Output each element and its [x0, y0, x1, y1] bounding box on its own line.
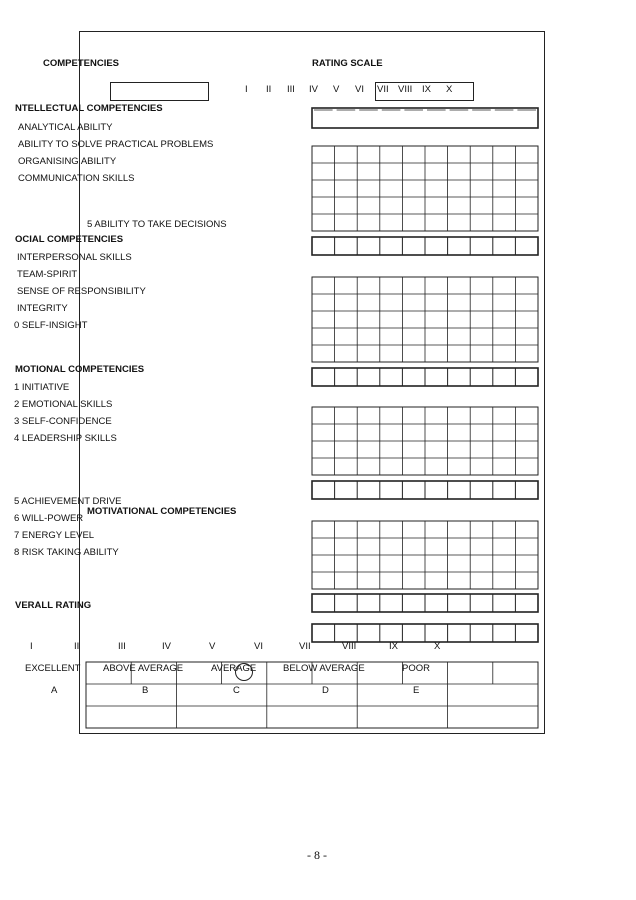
list-item: 1 INITIATIVE — [14, 382, 70, 393]
rating-scale-header: RATING SCALE — [312, 58, 383, 69]
scale-numeral: IV — [309, 84, 318, 95]
list-item: 5 ABILITY TO TAKE DECISIONS — [87, 219, 227, 230]
scale-numeral: V — [333, 84, 340, 95]
list-item: SENSE OF RESPONSIBILITY — [17, 286, 146, 297]
overall-numeral: IV — [162, 641, 171, 652]
overall-numeral: VI — [254, 641, 263, 652]
scale-numeral: VII — [377, 84, 389, 95]
overall-letter: C — [233, 685, 240, 696]
overall-numeral: VIII — [342, 641, 357, 652]
list-item: INTEGRITY — [17, 303, 68, 314]
list-item: 2 EMOTIONAL SKILLS — [14, 399, 113, 410]
scale-numeral: II — [266, 84, 272, 95]
overall-label-excellent: EXCELLENT — [25, 663, 81, 674]
overall-numeral: IX — [389, 641, 398, 652]
list-item: 6 WILL-POWER — [14, 513, 84, 524]
list-item: 8 RISK TAKING ABILITY — [14, 547, 119, 558]
scale-numeral: VIII — [398, 84, 413, 95]
list-item: COMMUNICATION SKILLS — [18, 173, 135, 184]
overall-label-poor: POOR — [402, 663, 430, 674]
overall-numeral: V — [209, 641, 216, 652]
overall-label-below-average: BELOW AVERAGE — [283, 663, 365, 674]
list-item: 3 SELF-CONFIDENCE — [14, 416, 112, 427]
selection-circle-icon — [235, 663, 253, 681]
list-item: 4 LEADERSHIP SKILLS — [14, 433, 117, 444]
scale-numeral: VI — [355, 84, 364, 95]
section-title-intellectual: NTELLECTUAL COMPETENCIES — [15, 103, 163, 114]
list-item: 0 SELF-INSIGHT — [14, 320, 88, 331]
section-title-emotional: MOTIONAL COMPETENCIES — [15, 364, 145, 375]
list-item: TEAM-SPIRIT — [17, 269, 78, 280]
overall-numeral: X — [434, 641, 441, 652]
list-item: 5 ACHIEVEMENT DRIVE — [14, 496, 122, 507]
overall-label-average: AVERAGE — [211, 663, 257, 674]
scale-numeral: X — [446, 84, 453, 95]
overall-letter: E — [413, 685, 420, 696]
section-title-motivational: MOTIVATIONAL COMPETENCIES — [87, 506, 237, 517]
list-item: ANALYTICAL ABILITY — [18, 122, 113, 133]
scale-numeral: III — [287, 84, 295, 95]
section-title-social: OCIAL COMPETENCIES — [15, 234, 124, 245]
overall-label-above-average: ABOVE AVERAGE — [103, 663, 184, 674]
list-item: INTERPERSONAL SKILLS — [17, 252, 132, 263]
section-title-overall: VERALL RATING — [15, 600, 92, 611]
scale-numeral: I — [245, 84, 248, 95]
list-item: ABILITY TO SOLVE PRACTICAL PROBLEMS — [18, 139, 214, 150]
overall-letter: D — [322, 685, 329, 696]
rating-band-top — [312, 108, 538, 128]
scale-numeral: IX — [422, 84, 431, 95]
list-item: ORGANISING ABILITY — [18, 156, 117, 167]
overall-letter: B — [142, 685, 149, 696]
competencies-header: COMPETENCIES — [43, 58, 120, 69]
overall-letter: A — [51, 685, 58, 696]
overall-numeral: III — [118, 641, 126, 652]
overall-numeral: II — [74, 641, 80, 652]
list-item: 7 ENERGY LEVEL — [14, 530, 95, 541]
overall-numeral: I — [30, 641, 33, 652]
overall-numeral: VII — [299, 641, 311, 652]
page-number: - 8 - — [307, 848, 327, 862]
